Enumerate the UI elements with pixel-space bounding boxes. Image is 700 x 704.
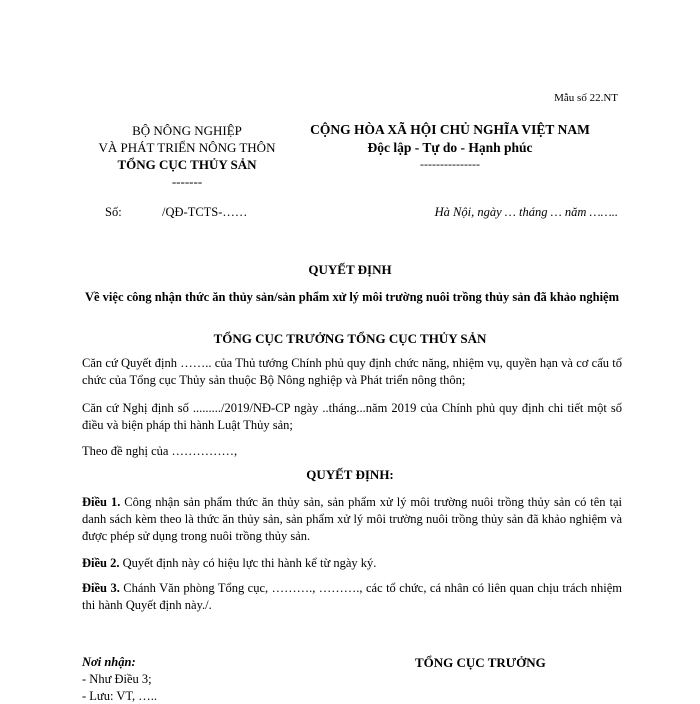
doc-number-label: Số: <box>105 205 122 219</box>
national-separator: --------------- <box>420 157 480 171</box>
document-title: QUYẾT ĐỊNH <box>308 262 392 277</box>
agency-separator: ------- <box>171 174 203 189</box>
place-date: Hà Nội, ngày … tháng … năm …….. <box>434 205 618 219</box>
basis-paragraph: Theo đề nghị của ……………, <box>82 444 238 458</box>
national-header <box>295 121 605 171</box>
basis-paragraph: Căn cứ Quyết định …….. của Thủ tướng Chính phủ quy định chức năng, nhiệm vụ, quyền hạn và cơ cấu tổ chức của Tổng cục Thủy sản thuộc Bộ Nông nghiệp và Phát triển nông thôn; <box>82 356 622 387</box>
agency-line-2: VÀ PHÁT TRIỂN NÔNG THÔN <box>98 140 276 155</box>
article-label: Điều 2. <box>82 556 120 570</box>
article-text: Quyết định này có hiệu lực thi hành kể từ ngày ký. <box>119 556 377 570</box>
doc-number-code: /QĐ-TCTS-…… <box>162 205 248 219</box>
issuing-authority: TỔNG CỤC TRƯỞNG TỔNG CỤC THỦY SẢN <box>213 331 487 346</box>
national-title: CỘNG HÒA XÃ HỘI CHỦ NGHĨA VIỆT NAM <box>310 122 590 137</box>
signer-title: TỔNG CỤC TRƯỞNG <box>415 655 546 670</box>
basis-paragraph: Căn cứ Nghị định số ........./2019/NĐ-CP ngày ..tháng...năm 2019 của Chính phủ quy định chi tiết một số điều và biện pháp thi hành Luật Thủy sản; <box>82 401 622 432</box>
recipient-item: - Như Điều 3; <box>82 672 152 686</box>
agency-line-1: BỘ NÔNG NGHIỆP <box>132 123 242 138</box>
article-3 <box>82 580 622 614</box>
national-motto: Độc lập - Tự do - Hạnh phúc <box>367 140 533 155</box>
agency-header <box>72 122 302 190</box>
article-text: Chánh Văn phòng Tổng cục, ………., ………., các tổ chức, cá nhân có liên quan chịu trách nhiệm thi hành Quyết định này./. <box>82 581 623 612</box>
article-text: Công nhận sản phẩm thức ăn thủy sản, sản phẩm xử lý môi trường nuôi trồng thủy sản có tên tại danh sách kèm theo là thức ăn thủy sản, sản phẩm xử lý môi trường nuôi trồng thủy sản đã khảo nghiệm và được phép sử dụng trong nuôi trồng thủy sản. <box>82 495 622 543</box>
form-number: Mẫu số 22.NT <box>554 92 618 104</box>
decide-heading: QUYẾT ĐỊNH: <box>306 467 394 482</box>
agency-line-3: TỔNG CỤC THỦY SẢN <box>117 157 257 172</box>
article-label: Điều 3. <box>82 581 120 595</box>
recipient-item: - Lưu: VT, ….. <box>82 689 158 703</box>
recipients-title: Nơi nhận: <box>82 655 136 669</box>
article-1 <box>82 494 622 545</box>
article-2 <box>82 555 622 572</box>
document-subtitle: Về việc công nhận thức ăn thủy sản/sản phẩm xử lý môi trường nuôi trồng thủy sản đã khảo nghiệm <box>84 290 620 304</box>
article-label: Điều 1. <box>82 495 121 509</box>
